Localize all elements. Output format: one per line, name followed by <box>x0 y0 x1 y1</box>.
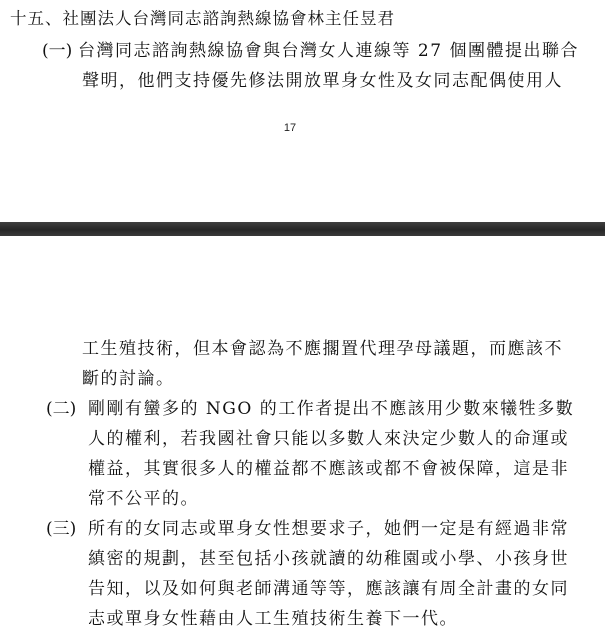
section-heading: 十五、社團法人台灣同志諮詢熱線協會林主任昱君 <box>10 9 395 28</box>
item-2-line-2: 人的權利，若我國社會只能以多數人來決定少數人的命運或 <box>88 429 569 449</box>
item-1-line-2: 聲明，他們支持優先修法開放單身女性及女同志配偶使用人 <box>82 71 563 91</box>
item-1-label: (一) <box>42 41 73 61</box>
item-3-line-1: 所有的女同志或單身女性想要求子，她們一定是有經過非常 <box>88 519 569 539</box>
continuation-line-2: 斷的討論。 <box>82 369 175 389</box>
continuation-line-1: 工生殖技術，但本會認為不應擱置代理孕母議題，而應該不 <box>82 339 563 359</box>
document-page-top <box>0 0 605 222</box>
page-break-divider <box>0 222 605 236</box>
item-2-label: (二) <box>46 399 77 419</box>
page-number: 17 <box>283 122 297 134</box>
item-3-line-3: 告知，以及如何與老師溝通等等，應該讓有周全計畫的女同 <box>88 579 569 599</box>
item-3-label: (三) <box>46 519 77 539</box>
item-3-line-2: 縝密的規劃，甚至包括小孩就讀的幼稚園或小學、小孩身世 <box>88 549 569 569</box>
item-1-line-1: 台灣同志諮詢熱線協會與台灣女人連線等 27 個團體提出聯合 <box>78 41 579 61</box>
item-2-line-1: 剛剛有蠻多的 NGO 的工作者提出不應該用少數來犧牲多數 <box>88 399 575 419</box>
item-2-line-4: 常不公平的。 <box>88 489 199 509</box>
item-2-line-3: 權益，其實很多人的權益都不應該或都不會被保障，這是非 <box>88 459 569 479</box>
item-3-line-4: 志或單身女性藉由人工生殖技術生養下一代。 <box>88 609 458 629</box>
